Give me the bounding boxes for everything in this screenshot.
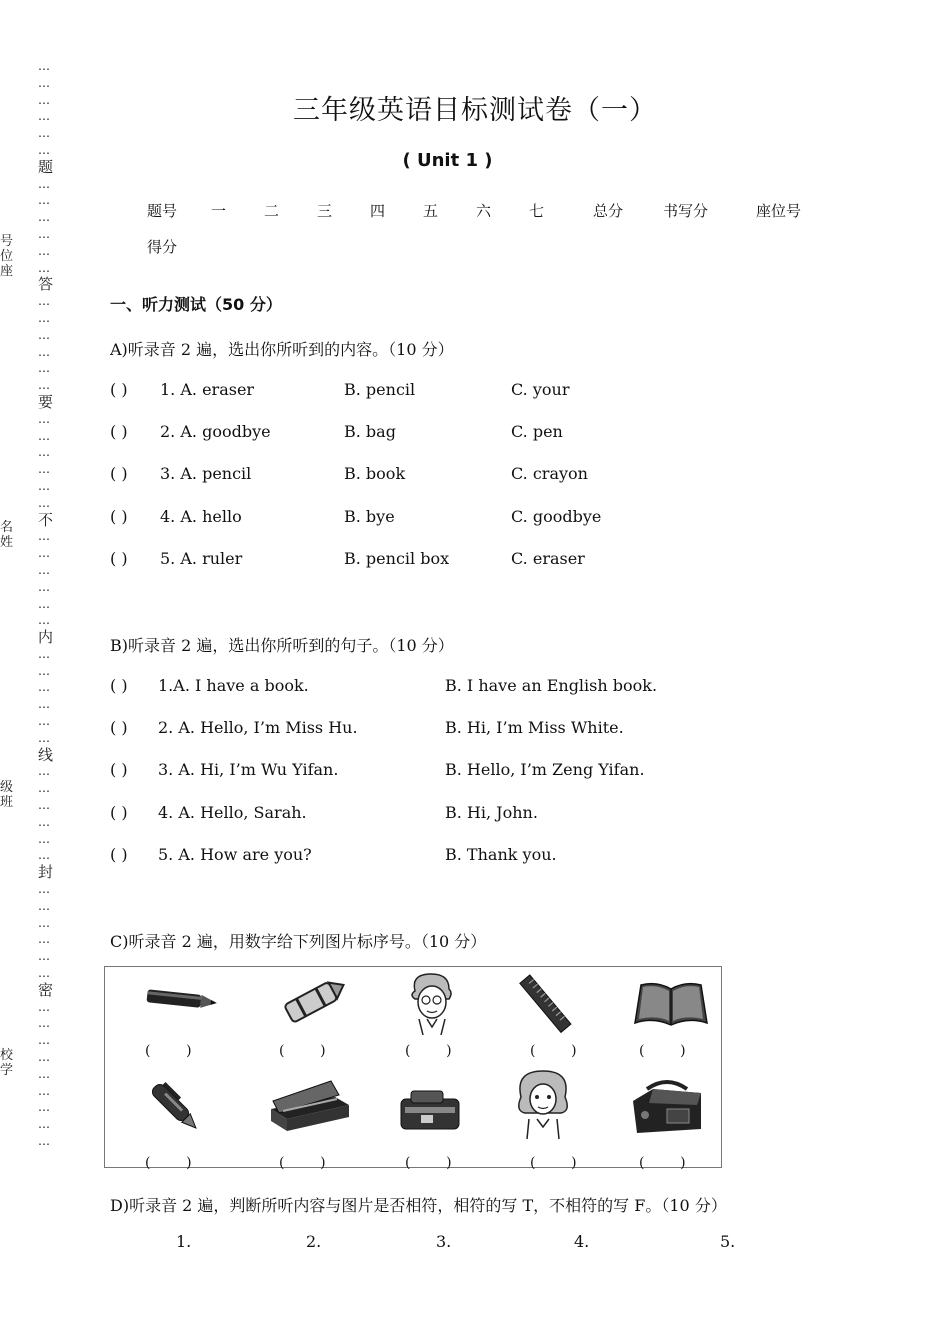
binding-line: [38, 58, 60, 1150]
question-row: [110, 676, 870, 698]
binding-dots: …: [38, 226, 49, 241]
section-title: 一、听力测试（50 分）: [110, 295, 282, 314]
binding-dots: …: [38, 1033, 49, 1048]
score-header-cell: 四: [370, 202, 386, 220]
binding-dots: …: [38, 1050, 49, 1065]
binding-dots: …: [38, 378, 49, 393]
part-c-instruction: C)听录音 2 遍，用数字给下列图片标序号。（10 分）: [110, 932, 487, 951]
binding-dots: …: [38, 932, 49, 947]
option-a: 4. A. Hello, Sarah.: [158, 803, 307, 822]
question-row: [110, 422, 870, 444]
binding-dots: …: [38, 310, 49, 325]
pencil-box-icon: [265, 1075, 355, 1135]
binding-dots: …: [38, 781, 49, 796]
option-b: B. Hello, I’m Zeng Yifan.: [445, 760, 645, 779]
binding-dots: …: [38, 445, 49, 460]
binding-dots: …: [38, 680, 49, 695]
score-header-cell: 三: [317, 202, 333, 220]
question-row: [110, 380, 870, 402]
binding-dots: …: [38, 898, 49, 913]
score-header-cell: 二: [264, 202, 280, 220]
binding-dots: …: [38, 814, 49, 829]
option-b: B. I have an English book.: [445, 676, 658, 695]
binding-dots: …: [38, 327, 49, 342]
option-b: B. book: [344, 464, 406, 483]
binding-dots: …: [38, 210, 49, 225]
binding-dots: …: [38, 546, 49, 561]
part-d-number: 2.: [306, 1232, 322, 1251]
picture-blank[interactable]: ( ): [279, 1043, 326, 1059]
binding-dots: …: [38, 92, 49, 107]
ruler-icon: [515, 969, 575, 1039]
binding-dots: …: [38, 59, 49, 73]
binding-dots: …: [38, 999, 49, 1014]
question-row: [110, 845, 870, 867]
option-a: 5. A. ruler: [160, 549, 243, 568]
answer-blank[interactable]: ( ): [110, 422, 128, 441]
binding-dots: …: [38, 1066, 49, 1081]
binding-dots: …: [38, 798, 49, 813]
binding-dots: …: [38, 730, 49, 745]
option-a: 3. A. Hi, I’m Wu Yifan.: [158, 760, 339, 779]
picture-blank[interactable]: ( ): [530, 1155, 577, 1171]
question-row: [110, 464, 870, 486]
binding-word: 要: [38, 392, 54, 411]
binding-dots: …: [38, 613, 49, 628]
part-d-number: 1.: [176, 1232, 192, 1251]
option-a: 5. A. How are you?: [158, 845, 312, 864]
binding-dots: …: [38, 260, 49, 275]
class-label: 级 班: [0, 780, 14, 810]
binding-dots: …: [38, 714, 49, 729]
picture-blank[interactable]: ( ): [530, 1043, 577, 1059]
score-header-cell: 座位号: [756, 202, 802, 220]
binding-dots: …: [38, 1134, 49, 1148]
option-c: C. your: [511, 380, 570, 399]
score-header-cell: 五: [423, 202, 439, 220]
score-header-cell: 总分: [593, 202, 624, 220]
binding-dots: …: [38, 495, 49, 510]
binding-dots: …: [38, 562, 49, 577]
part-d-number: 3.: [436, 1232, 452, 1251]
binding-dots: …: [38, 596, 49, 611]
binding-word: 封: [38, 863, 54, 882]
binding-dots: …: [38, 193, 49, 208]
score-header-cell: 六: [476, 202, 492, 220]
option-b: B. Hi, I’m Miss White.: [445, 718, 624, 737]
binding-dots: …: [38, 949, 49, 964]
option-b: B. bag: [344, 422, 396, 441]
binding-dots: …: [38, 109, 49, 124]
option-a: 3. A. pencil: [160, 464, 252, 483]
binding-dots: …: [38, 1117, 49, 1132]
part-d-number: 4.: [574, 1232, 590, 1251]
binding-dots: …: [38, 882, 49, 897]
option-b: B. pencil box: [344, 549, 450, 568]
answer-blank[interactable]: ( ): [110, 549, 128, 568]
option-c: C. goodbye: [511, 507, 602, 526]
binding-dots: …: [38, 579, 49, 594]
page-title: 三年级英语目标测试卷（一）: [293, 95, 657, 126]
pencil-icon: [141, 979, 225, 1019]
schoolbag-icon: [627, 1075, 707, 1141]
binding-dots: …: [38, 1083, 49, 1098]
picture-blank[interactable]: ( ): [279, 1155, 326, 1171]
answer-blank[interactable]: ( ): [110, 718, 128, 737]
option-b: B. Hi, John.: [445, 803, 538, 822]
binding-dots: …: [38, 1016, 49, 1031]
option-a: 2. A. Hello, I’m Miss Hu.: [158, 718, 358, 737]
binding-dots: …: [38, 529, 49, 544]
part-d-instruction: D)听录音 2 遍，判断所听内容与图片是否相符，相符的写 T，不相符的写 F。（10 分）: [110, 1196, 727, 1215]
option-b: B. bye: [344, 507, 395, 526]
option-b: B. pencil: [344, 380, 416, 399]
score-row-label: 得分: [147, 238, 178, 256]
school-label: 校 学: [0, 1048, 14, 1078]
picture-blank[interactable]: ( ): [405, 1155, 452, 1171]
picture-blank[interactable]: ( ): [145, 1043, 192, 1059]
binding-dots: …: [38, 966, 49, 981]
answer-blank[interactable]: ( ): [110, 760, 128, 779]
option-c: C. eraser: [511, 549, 585, 568]
option-a: 1.A. I have a book.: [158, 676, 309, 695]
picture-box: [104, 966, 722, 1171]
answer-blank[interactable]: ( ): [110, 464, 128, 483]
binding-dots: …: [38, 764, 49, 779]
page-subtitle: ( Unit 1 ): [402, 150, 493, 171]
binding-dots: …: [38, 663, 49, 678]
binding-dots: …: [38, 428, 49, 443]
boy-icon: [401, 969, 461, 1039]
answer-blank[interactable]: ( ): [110, 676, 128, 695]
book-icon: [631, 977, 711, 1033]
binding-dots: …: [38, 176, 49, 191]
pencil-case-icon: [395, 1085, 465, 1135]
picture-blank[interactable]: ( ): [639, 1043, 686, 1059]
pen-icon: [139, 1071, 209, 1141]
binding-dots: …: [38, 361, 49, 376]
option-a: 1. A. eraser: [160, 380, 255, 399]
picture-blank[interactable]: ( ): [145, 1155, 192, 1171]
score-header-cell: 书写分: [663, 202, 709, 220]
option-c: C. pen: [511, 422, 563, 441]
binding-dots: …: [38, 462, 49, 477]
binding-dots: …: [38, 126, 49, 141]
girl-icon: [511, 1067, 575, 1143]
binding-dots: …: [38, 411, 49, 426]
answer-blank[interactable]: ( ): [110, 380, 128, 399]
binding-dots: …: [38, 646, 49, 661]
part-d-number: 5.: [720, 1232, 736, 1251]
part-b-instruction: B)听录音 2 遍，选出你所听到的句子。（10 分）: [110, 636, 454, 655]
binding-dots: …: [38, 697, 49, 712]
binding-word: 内: [38, 628, 54, 647]
picture-blank[interactable]: ( ): [639, 1155, 686, 1171]
option-c: C. crayon: [511, 464, 588, 483]
binding-dots: …: [38, 75, 49, 90]
binding-dots: …: [38, 478, 49, 493]
answer-blank[interactable]: ( ): [110, 803, 128, 822]
binding-dots: …: [38, 142, 49, 157]
binding-dots: …: [38, 915, 49, 930]
question-row: [110, 803, 870, 825]
binding-dots: …: [38, 848, 49, 863]
binding-word: 题: [38, 157, 54, 176]
option-a: 4. A. hello: [160, 507, 242, 526]
binding-word: 答: [38, 275, 54, 294]
answer-blank[interactable]: ( ): [110, 845, 128, 864]
score-header-cell: 一: [211, 202, 227, 220]
question-row: [110, 760, 870, 782]
binding-dots: …: [38, 344, 49, 359]
picture-blank[interactable]: ( ): [405, 1043, 452, 1059]
question-row: [110, 549, 870, 571]
binding-word: 线: [38, 745, 54, 764]
part-a-instruction: A)听录音 2 遍，选出你所听到的内容。（10 分）: [110, 340, 454, 359]
score-header-cell: 七: [529, 202, 545, 220]
name-label: 名 姓: [0, 520, 14, 550]
binding-word: 密: [38, 980, 54, 999]
binding-dots: …: [38, 294, 49, 309]
seat-number-label: 号 位 座: [0, 234, 14, 279]
score-header-cell: 题号: [147, 202, 178, 220]
question-row: [110, 718, 870, 740]
option-a: 2. A. goodbye: [160, 422, 271, 441]
crayon-icon: [273, 975, 353, 1025]
answer-blank[interactable]: ( ): [110, 507, 128, 526]
option-b: B. Thank you.: [445, 845, 557, 864]
binding-word: 不: [38, 510, 54, 529]
question-row: [110, 507, 870, 529]
binding-dots: …: [38, 243, 49, 258]
binding-dots: …: [38, 1100, 49, 1115]
binding-dots: …: [38, 831, 49, 846]
